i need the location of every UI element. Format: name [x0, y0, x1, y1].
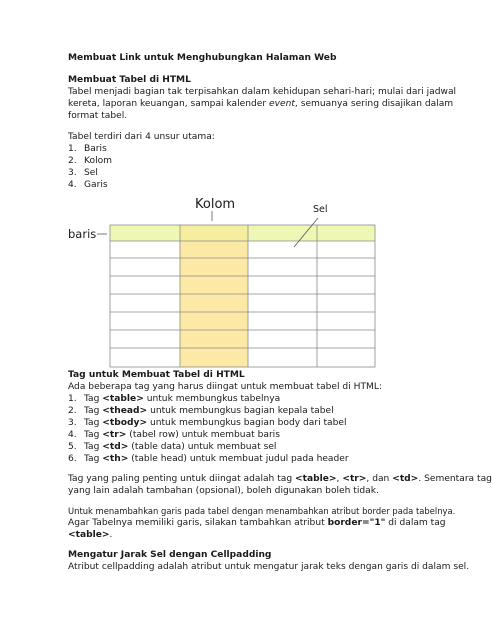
list-item: 4. Tag <tr> (tabel row) untuk membuat baris — [68, 430, 280, 440]
list-intro: Ada beberapa tag yang harus diingat untuk membuat tabel di HTML: — [68, 382, 382, 392]
paragraph-line: Agar Tabelnya memiliki garis, silakan tambahkan atribut border="1" di dalam tag — [68, 518, 446, 528]
list-item: 1. Baris — [68, 144, 107, 154]
paragraph-line: format tabel. — [68, 111, 128, 121]
list-item: 4. Garis — [68, 180, 108, 190]
paragraph-line: Tag yang paling penting untuk diingat adalah tag <table>, <tr>, dan <td>. Sementara tag — [68, 474, 492, 484]
list-item: 3. Sel — [68, 168, 98, 178]
paragraph-line: Atribut cellpadding adalah atribut untuk mengatur jarak teks dengan garis di dalam sel. — [68, 562, 470, 572]
sel-label: Sel — [313, 204, 328, 215]
list-item: 3. Tag <tbody> untuk membungkus bagian body dari tabel — [68, 418, 347, 428]
section-heading-membuat-tabel: Membuat Tabel di HTML — [68, 75, 191, 85]
section-heading-cellpadding: Mengatur Jarak Sel dengan Cellpadding — [68, 550, 272, 560]
highlighted-column — [180, 225, 248, 367]
list-item: 1. Tag <table> untuk membungkus tabelnya — [68, 394, 281, 404]
list-item: 5. Tag <td> (table data) untuk membuat sel — [68, 442, 277, 452]
document-title: Membuat Link untuk Menghubungkan Halaman Web — [68, 53, 337, 63]
list-intro: Tabel terdiri dari 4 unsur utama: — [68, 132, 215, 142]
paragraph-line: kereta, laporan keuangan, sampai kalender event, semuanya sering disajikan dalam — [68, 99, 454, 109]
baris-label: baris — [68, 227, 97, 241]
highlighted-intersection — [180, 225, 248, 241]
section-heading-tag: Tag untuk Membuat Tabel di HTML — [68, 370, 245, 380]
paragraph-line: Untuk menambahkan garis pada tabel dengan menambahkan atribut border pada tabelnya. — [68, 506, 456, 516]
list-item: 2. Tag <thead> untuk membungkus bagian kepala tabel — [68, 406, 334, 416]
paragraph-line: yang lain adalah tambahan (opsional), boleh digunakan boleh tidak. — [68, 486, 379, 496]
list-item: 2. Kolom — [68, 156, 113, 166]
list-item: 6. Tag <th> (table head) untuk membuat judul pada header — [68, 454, 349, 464]
paragraph-line: <table>. — [68, 530, 113, 540]
kolom-label: Kolom — [195, 197, 236, 212]
paragraph-line: Tabel menjadi bagian tak terpisahkan dalam kehidupan sehari-hari; mulai dari jadwal — [68, 87, 457, 97]
